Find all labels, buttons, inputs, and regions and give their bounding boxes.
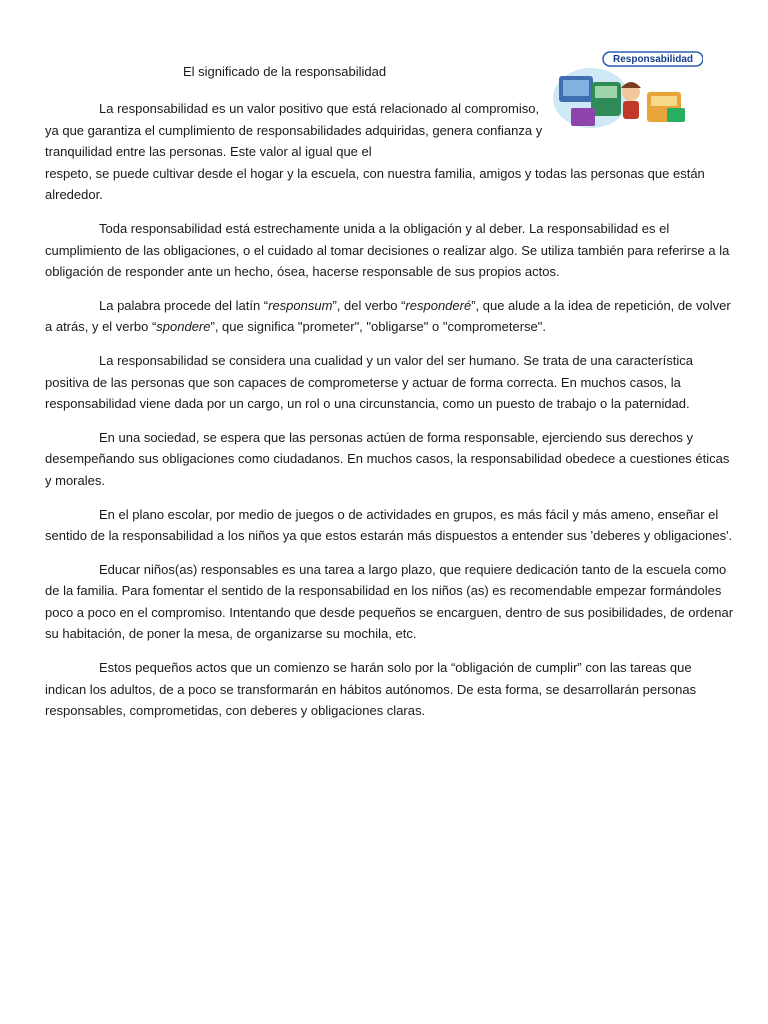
- paragraph-3-text: La palabra procede del latín “: [99, 297, 269, 313]
- paragraph-1: La responsabilidad es un valor positivo que está relacionado al compromiso, ya que garantiza el cumplimiento de responsabilidades adquiridas, genera confianza y tranquilidad entre las personas. Este valor al igual que el: [45, 101, 543, 160]
- document-body: [45, 98, 735, 734]
- latin-word-spondere: spondere: [156, 319, 211, 335]
- paragraph-4: La responsabilidad se considera una cualidad y un valor del ser humano. Se trata de una característica positiva de las personas que son capaces de comprometerse y actuar de forma correcta. En muchos casos, la responsabilidad viene dada por un cargo, un rol o una circunstancia, como un puesto de trabajo o la paternidad.: [45, 352, 694, 412]
- paragraph-3-text: ”, que significa "prometer", "obligarse" o "comprometerse".: [210, 319, 546, 335]
- paragraph-3-text: ”, del verbo “: [332, 297, 406, 313]
- paragraph-2: Toda responsabilidad está estrechamente unida a la obligación y al deber. La responsabilidad es el cumplimiento de las obligaciones, o el cuidado al tomar decisiones o realizar algo. Se utiliza también para referirse a la obligación de responder ante un hecho, ósea, hacerse responsable de sus propios actos.: [45, 220, 730, 280]
- paragraph-3-text: ”, que alude a la idea de repetición, de volver a atrás, y el verbo “: [45, 297, 731, 335]
- paragraph-6: En el plano escolar, por medio de juegos o de actividades en grupos, es más fácil y más ameno, enseñar el sentido de la responsabilidad a los niños ya que estos estarán más dispuestos a entender sus 'deberes y obligaciones'.: [45, 506, 733, 544]
- image-label: Responsabilidad: [612, 54, 694, 65]
- paragraph-3: [45, 295, 735, 338]
- latin-word-responsum: responsum: [268, 297, 333, 313]
- paragraph-7: Educar niños(as) responsables es una tarea a largo plazo, que requiere dedicación tanto de la escuela como de la familia. Para fomentar el sentido de la responsabilidad en los niños (as) es recomendable empezar formándoles poco a poco en el compromiso. Intentando que desde pequeños se encarguen, dentro de sus posibilidades, de ordenar su habitación, de poner la mesa, de organizarse su mochila, etc.: [45, 561, 734, 642]
- paragraph-8: Estos pequeños actos que un comienzo se harán solo por la “obligación de cumplir” con las tareas que indican los adultos, de a poco se transformarán en hábitos autónomos. De esta forma, se desarrollarán personas responsables, comprometidas, con deberes y obligaciones claras.: [45, 660, 697, 719]
- paragraph-1-continued: respeto, se puede cultivar desde el hogar y la escuela, con nuestra familia, amigos y todas las personas que están alrededor.: [45, 165, 705, 203]
- paragraph-5: En una sociedad, se espera que las personas actúen de forma responsable, ejerciendo sus derechos y desempeñando sus obligaciones como ciudadanos. En muchos casos, la responsabilidad obedece a cuestiones éticas y morales.: [45, 429, 730, 488]
- page-title: El significado de la responsabilidad: [183, 64, 387, 79]
- latin-word-respondere: responderé: [405, 297, 472, 313]
